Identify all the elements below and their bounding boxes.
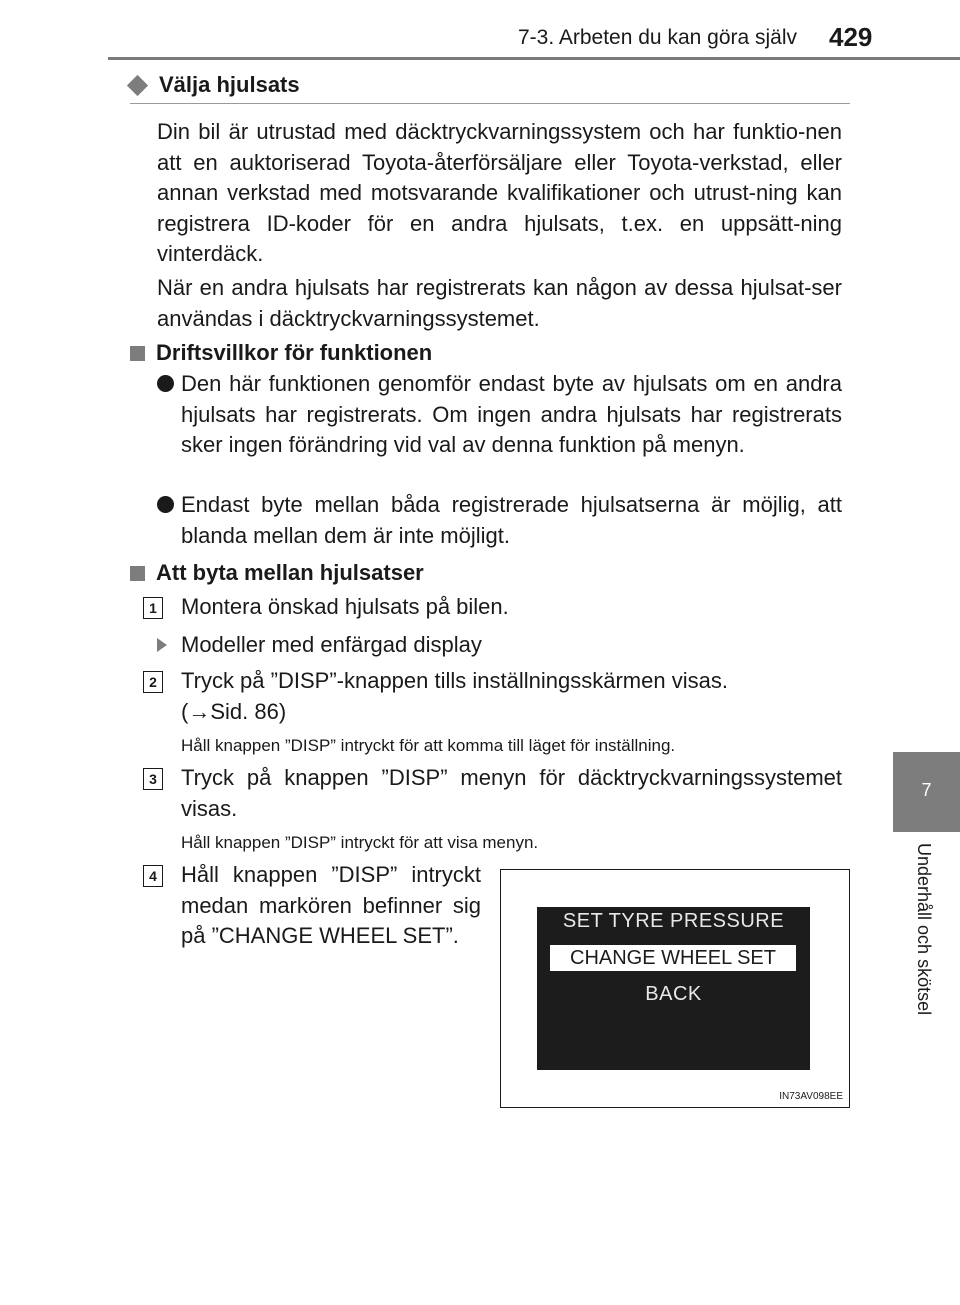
step-2-note: Håll knappen ”DISP” intryckt för att komma till läget för inställning. [181, 736, 676, 755]
model-note [157, 632, 482, 658]
step-1-number: 1 [143, 597, 163, 619]
figure-code: IN73AV098EE [779, 1091, 843, 1102]
step-2-text: Tryck på ”DISP”-knappen tills inställningsskärmen visas. [181, 668, 728, 693]
section-title [130, 72, 300, 98]
section-title-text: Välja hjulsats [159, 72, 300, 97]
square-bullet-icon [130, 566, 145, 581]
menu-item-change-wheel-set: CHANGE WHEEL SET [550, 945, 796, 971]
triangle-arrow-icon [157, 638, 167, 652]
step-3-note: Håll knappen ”DISP” intryckt för att visa menyn. [181, 833, 539, 852]
square-bullet-icon [130, 346, 145, 361]
condition-bullet-2-text: Endast byte mellan båda registrerade hjulsatserna är möjlig, att blanda mellan dem är inte möjligt. [181, 492, 842, 548]
model-note-text: Modeller med enfärgad display [181, 632, 482, 657]
multi-info-display [537, 907, 810, 1070]
step-4-number: 4 [143, 865, 163, 887]
switching-heading-text: Att byta mellan hjulsatser [156, 560, 424, 585]
header-section-title: 7-3. Arbeten du kan göra själv [518, 26, 798, 49]
menu-item-back: BACK [645, 983, 702, 1005]
step-2-reference: (→Sid. 86) [181, 699, 287, 724]
step-3-number: 3 [143, 768, 163, 790]
bullet-dot-icon [157, 375, 174, 392]
conditions-heading [130, 340, 432, 366]
conditions-heading-text: Driftsvillkor för funktionen [156, 340, 433, 365]
display-illustration [500, 869, 850, 1108]
step-2-number: 2 [143, 671, 163, 693]
bullet-dot-icon [157, 496, 174, 513]
intro-paragraph-1: Din bil är utrustad med däcktryckvarningssystem och har funktio-nen att en auktoriserad Toyota-återförsäljare eller Toyota-verkstad, eller annan verkstad med motsvarande kvalifikationer och utrust-ning kan registrera ID-koder för en andra hjulsats, t.ex. en uppsätt-ning vinterdäck. [157, 119, 842, 266]
intro-paragraph-2: När en andra hjulsats har registrerats kan någon av dessa hjulsat-ser användas i däcktryckvarningssystemet. [157, 275, 842, 331]
header-divider [108, 57, 960, 60]
switching-heading [130, 560, 424, 586]
condition-bullet-1-text: Den här funktionen genomför endast byte av hjulsats om en andra hjulsats har registrerats. Om ingen andra hjulsats har registrerats sker ingen förändring vid val av denna funktion på menyn. [181, 371, 842, 457]
step-3-text: Tryck på knappen ”DISP” menyn för däcktryckvarningssystemet visas. [181, 765, 842, 821]
chapter-number: 7 [921, 780, 932, 800]
step-4-text: Håll knappen ”DISP” intryckt medan markören befinner sig på ”CHANGE WHEEL SET”. [181, 862, 481, 948]
chapter-label [913, 843, 939, 1033]
condition-bullet-2 [157, 490, 842, 551]
diamond-icon [127, 74, 148, 95]
chapter-label-text: Underhåll och skötsel [914, 843, 934, 1016]
step-1-text: Montera önskad hjulsats på bilen. [181, 594, 509, 619]
page-number: 429 [829, 22, 873, 52]
condition-bullet-1 [157, 369, 842, 461]
section-divider [130, 103, 850, 104]
menu-item-set-tyre-pressure: SET TYRE PRESSURE [562, 910, 785, 932]
chapter-tab [893, 752, 960, 832]
